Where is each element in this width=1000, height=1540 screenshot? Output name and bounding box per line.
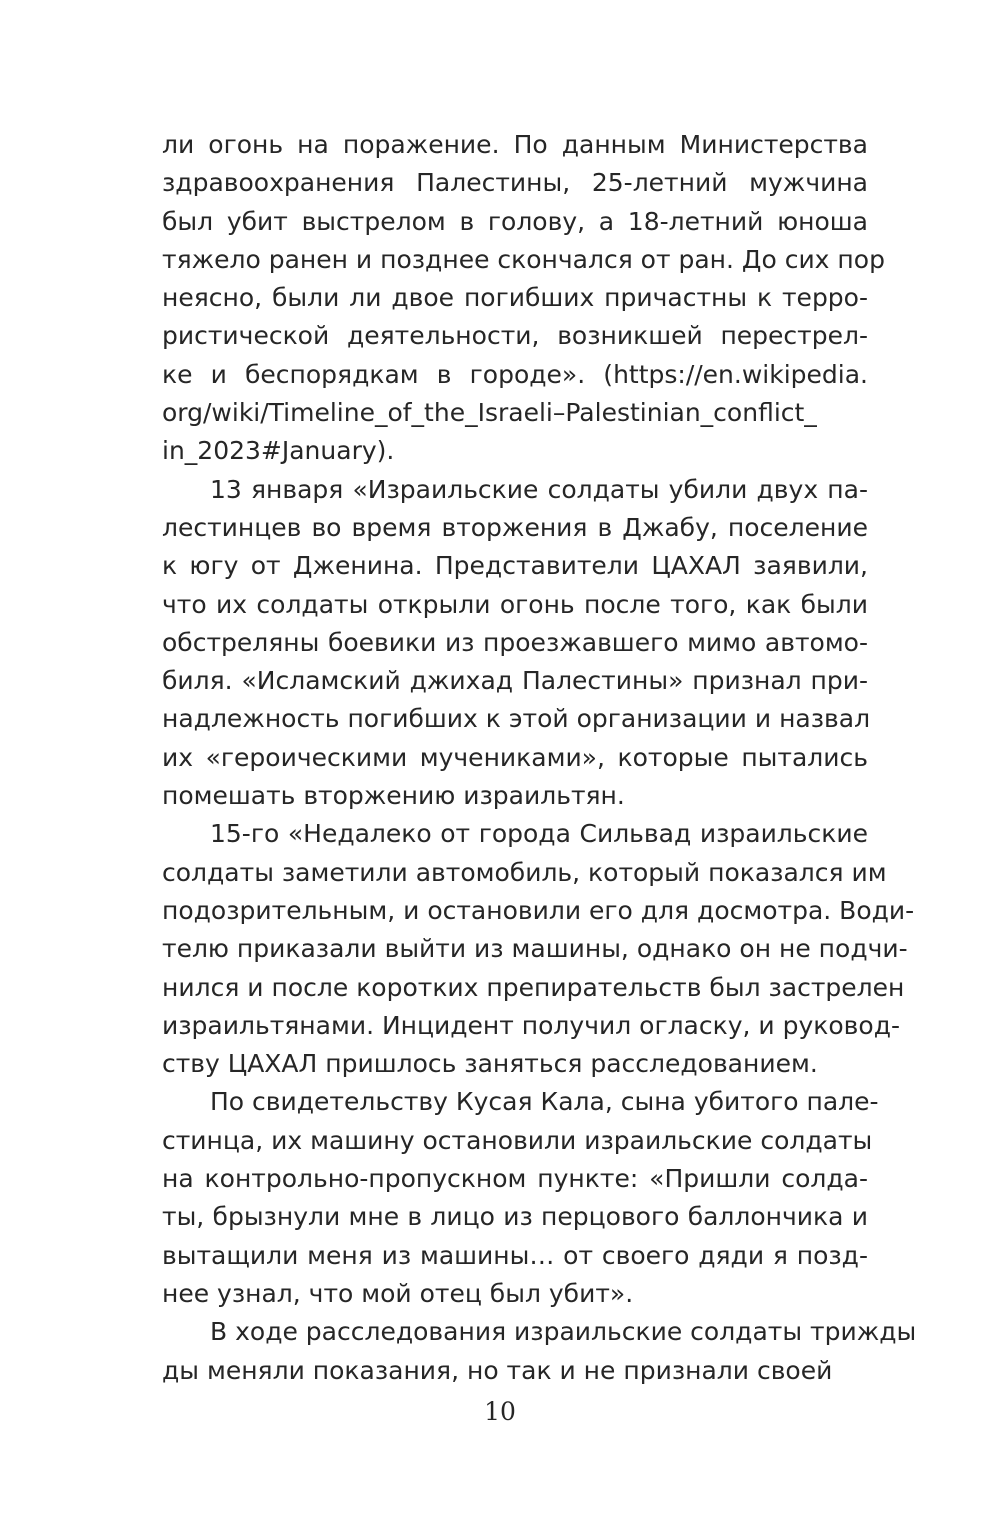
text-line: нился и после коротких препирательств был застрелен bbox=[162, 972, 905, 1002]
page-number: 10 bbox=[484, 1397, 516, 1426]
text-line: ке и беспорядкам в городе». (https://en.wikipedia. bbox=[162, 359, 868, 389]
text-line: что их солдаты открыли огонь после того, как были bbox=[162, 589, 868, 619]
paragraph bbox=[162, 1083, 879, 1313]
text-line: был убит выстрелом в голову, а 18-летний юноша bbox=[162, 206, 868, 236]
text-line: обстреляны боевики из проезжавшего мимо автомо- bbox=[162, 627, 868, 657]
text-line: на контрольно-пропускном пункте: «Пришли солда- bbox=[162, 1164, 868, 1194]
text-line: org/wiki/Timeline_of_the_Israeli–Palestinian_conflict_ bbox=[162, 398, 817, 428]
text-line: 15-го «Недалеко от города Сильвад израильские bbox=[210, 819, 868, 849]
text-line: неясно, были ли двое погибших причастны к терро- bbox=[162, 283, 868, 313]
text-line: нее узнал, что мой отец был убит». bbox=[162, 1278, 634, 1308]
text-line: к югу от Дженина. Представители ЦАХАЛ заявили, bbox=[162, 551, 868, 581]
text-line: израильтянами. Инцидент получил огласку, и руковод- bbox=[162, 1010, 901, 1040]
text-line: солдаты заметили автомобиль, который показался им bbox=[162, 857, 887, 887]
paragraph bbox=[162, 471, 871, 816]
text-line: ли огонь на поражение. По данным Министерства bbox=[162, 130, 868, 159]
text-line: 13 января «Израильские солдаты убили двух па- bbox=[210, 474, 868, 504]
text-line: их «героическими мучениками», которые пытались bbox=[162, 742, 868, 772]
text-line: вытащили меня из машины… от своего дяди я позд- bbox=[162, 1240, 868, 1270]
paragraph bbox=[162, 815, 915, 1083]
text-line: лестинцев во время вторжения в Джабу, поселение bbox=[162, 512, 868, 542]
text-line: здравоохранения Палестины, 25-летний мужчина bbox=[162, 168, 868, 198]
text-line: В ходе расследования израильские солдаты трижды bbox=[210, 1317, 917, 1347]
text-line: телю приказали выйти из машины, однако он не подчи- bbox=[162, 934, 908, 964]
text-line: ты, брызнули мне в лицо из перцового баллончика и bbox=[162, 1202, 868, 1232]
text-line: помешать вторжению израильтян. bbox=[162, 781, 625, 811]
text-line: тяжело ранен и позднее скончался от ран. До сих пор bbox=[162, 244, 885, 274]
text-line: стинца, их машину остановили израильские солдаты bbox=[162, 1125, 873, 1155]
text-line: ству ЦАХАЛ пришлось заняться расследованием. bbox=[162, 1049, 818, 1079]
text-line: По свидетельству Кусая Кала, сына убитого пале- bbox=[210, 1087, 879, 1117]
text-line: ды меняли показания, но так и не признали своей bbox=[162, 1355, 833, 1385]
text-line: in_2023#January). bbox=[162, 436, 395, 466]
body-text bbox=[162, 126, 917, 1390]
paragraph bbox=[162, 1313, 917, 1390]
paragraph bbox=[162, 126, 885, 471]
text-line: ристической деятельности, возникшей перестрел- bbox=[162, 321, 868, 351]
text-line: подозрительным, и остановили его для досмотра. Води- bbox=[162, 895, 915, 925]
text-line: биля. «Исламский джихад Палестины» признал при- bbox=[162, 666, 868, 696]
text-line: надлежность погибших к этой организации и назвал bbox=[162, 704, 871, 734]
